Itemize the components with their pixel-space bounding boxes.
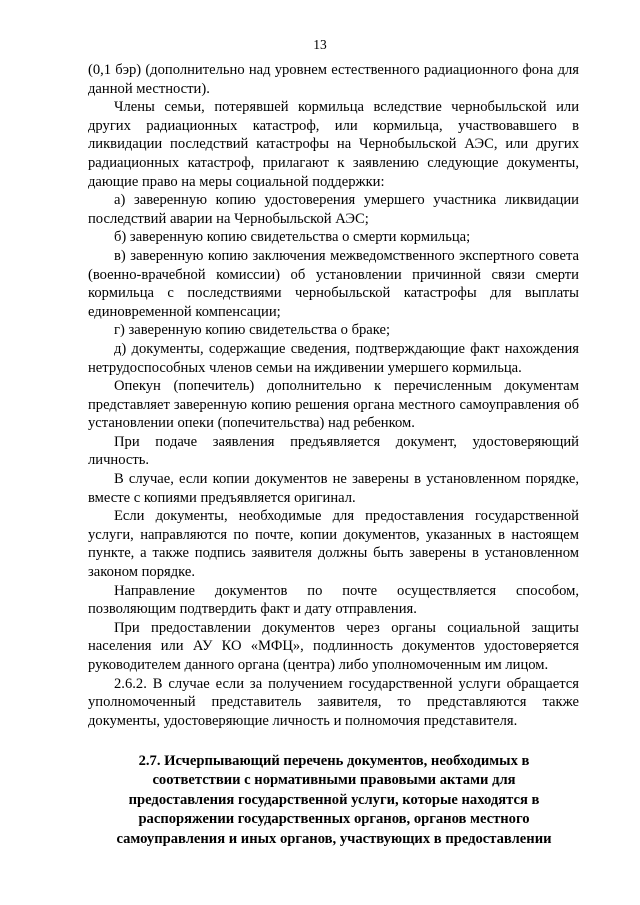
heading-line: 2.7. Исчерпывающий перечень документов, необходимых в — [138, 753, 530, 769]
heading-line: распоряжении государственных органов, органов местного — [138, 811, 530, 828]
heading-line: предоставления государственной услуги, которые находятся в — [128, 791, 540, 808]
list-item-v: в) заверенную копию заключения межведомственного экспертного совета (военно-врачебной комиссии) об установлении причинной связи смерти кормильца с последствиями чернобыльской катастрофы для выплаты единовременной компенсации; — [88, 247, 579, 320]
section-heading-2-7 — [106, 752, 562, 849]
paragraph: Направление документов по почте осуществляется способом, позволяющим подтвердить факт и дату отправления. — [88, 582, 579, 618]
paragraph: Если документы, необходимые для предоставления государственной услуги, направляются по почте, копии документов, указанных в настоящем пункте, а также подпись заявителя должны быть заверены в установленном законом порядке. — [88, 508, 579, 581]
page-number: 13 — [313, 37, 327, 52]
list-item-a: а) заверенную копию удостоверения умершего участника ликвидации последствий аварии на Чернобыльской АЭС; — [88, 192, 579, 227]
paragraph: (0,1 бэр) (дополнительно над уровнем естественного радиационного фона для данной местности). — [88, 62, 579, 97]
list-item-d: д) документы, содержащие сведения, подтверждающие факт нахождения нетрудоспособных членов семьи на иждивении умершего кормильца. — [88, 340, 579, 376]
paragraph: В случае, если копии документов не заверены в установленном порядке, вместе с копиями предъявляется оригинал. — [88, 471, 579, 506]
heading-line: самоуправления и иных органов, участвующих в предоставлении — [116, 830, 552, 847]
list-item-g: г) заверенную копию свидетельства о браке; — [114, 322, 391, 339]
body-text — [88, 61, 579, 730]
heading-line: соответствии с нормативными правовыми актами для — [152, 772, 516, 789]
paragraph: При подаче заявления предъявляется документ, удостоверяющий личность. — [88, 433, 579, 469]
paragraph: Члены семьи, потерявшей кормильца вследствие чернобыльской или других радиационных катастроф, или кормильца, участвовавшего в ликвидации последствий катастрофы на Чернобыльской АЭС, или других радиационных катастроф, прилагают к заявлению следующие документы, дающие право на меры социальной поддержки: — [88, 99, 579, 190]
paragraph: При предоставлении документов через органы социальной защиты населения или АУ КО «МФЦ», подлинность документов удостоверяется руководителем данного органа (центра) либо уполномоченным им лицом. — [88, 619, 579, 673]
paragraph-2-6-2: 2.6.2. В случае если за получением государственной услуги обращается уполномоченный представитель заявителя, то представляются также документы, удостоверяющие личность и полномочия представителя. — [88, 675, 579, 729]
paragraph: Опекун (попечитель) дополнительно к перечисленным документам представляет заверенную копию решения органа местного самоуправления об установлении опеки (попечительства) над ребенком. — [88, 378, 579, 432]
list-item-b: б) заверенную копию свидетельства о смерти кормильца; — [114, 229, 471, 246]
